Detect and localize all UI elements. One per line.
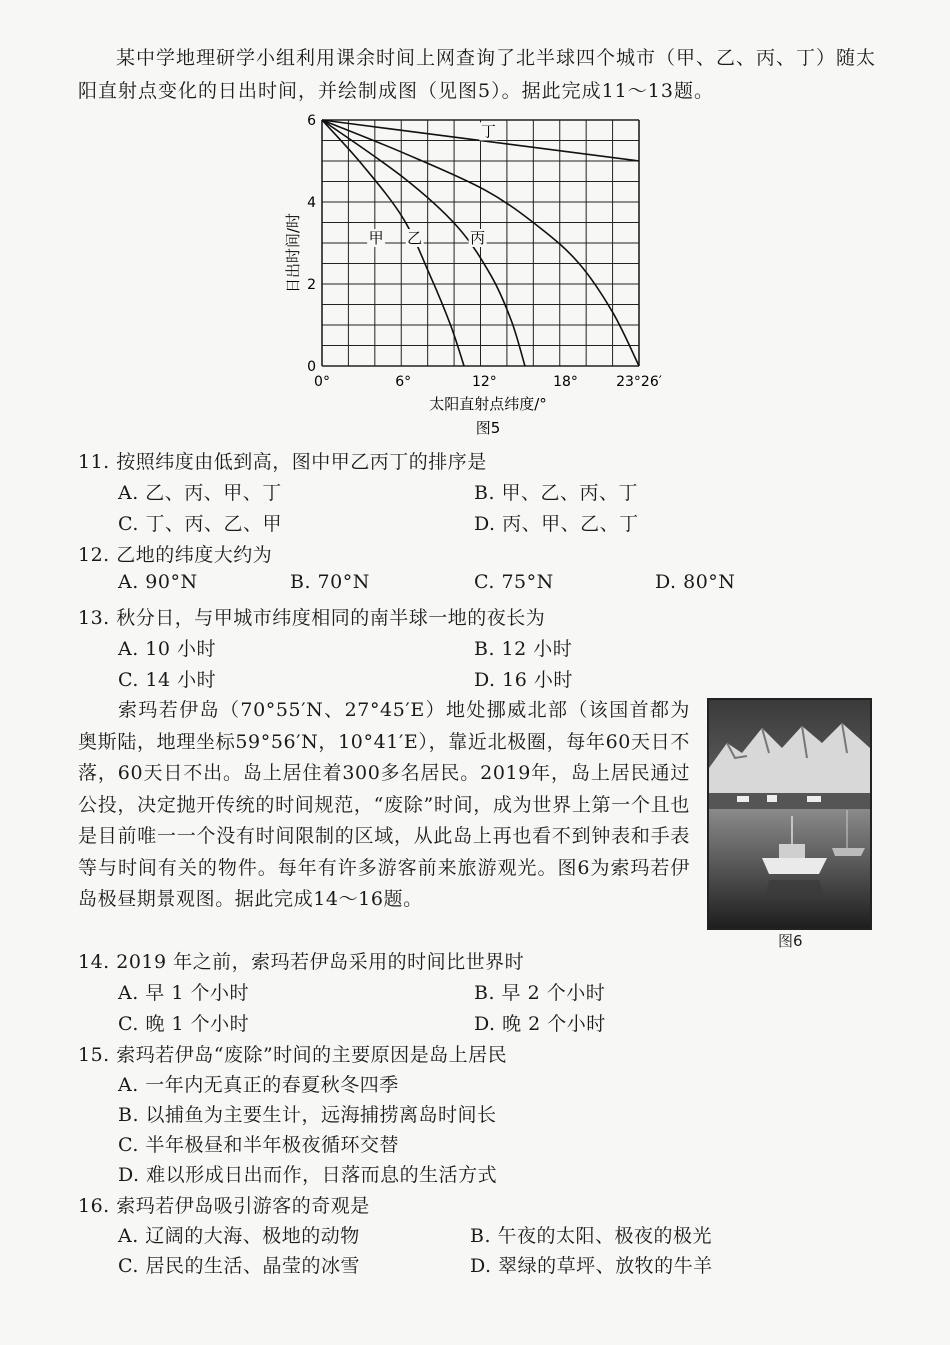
series-label-乙: 乙 [407, 229, 423, 247]
question-11-option-b[interactable]: B. 甲、乙、丙、丁 [474, 482, 639, 504]
y-tick-label: 4 [307, 195, 316, 211]
sunrise-chart-svg [270, 108, 690, 438]
question-13-stem: 13. 秋分日，与甲城市纬度相同的南半球一地的夜长为 [78, 607, 546, 629]
question-14-option-a[interactable]: A. 早 1 个小时 [118, 982, 249, 1004]
question-14-option-c[interactable]: C. 晚 1 个小时 [118, 1013, 250, 1035]
question-15-option-a[interactable]: A. 一年内无真正的春夏秋冬四季 [118, 1074, 399, 1096]
figure-5-chart [270, 108, 690, 443]
question-15-option-c[interactable]: C. 半年极昼和半年极夜循环交替 [118, 1134, 399, 1156]
harbor-landscape-image [707, 698, 872, 930]
figure-6-photo [707, 698, 872, 930]
question-11-option-d[interactable]: D. 丙、甲、乙、丁 [474, 513, 639, 535]
series-label-丁: 丁 [480, 122, 496, 141]
passage-somaroy: 索玛若伊岛（70°55′N、27°45′E）地处挪威北部（该国首都为奥斯陆，地理坐标59°56′N，10°41′E），靠近北极圈，每年60天日不落，60天日不出。岛上居住着300多名居民。2019年，岛上居民通过公投，决定抛开传统的时间规范，“废除”时间，成为世界上第一个且也是目前唯一一个没有时间限制的区域，从此岛上再也看不到钟表和手表等与时间有关的物件。每年有许多游客前来旅游观光。图6为索玛若伊岛极昼期景观图。据此完成14～16题。 [78, 699, 690, 910]
question-13-option-d[interactable]: D. 16 小时 [474, 669, 573, 691]
question-14-stem: 14. 2019 年之前，索玛若伊岛采用的时间比世界时 [78, 951, 525, 973]
x-tick-label: 12° [471, 374, 497, 390]
question-16-option-c[interactable]: C. 居民的生活、晶莹的冰雪 [118, 1255, 360, 1277]
y-tick-label: 2 [307, 277, 316, 293]
question-12-option-c[interactable]: C. 75°N [474, 571, 554, 593]
question-14-option-b[interactable]: B. 早 2 个小时 [474, 982, 606, 1004]
y-tick-label: 6 [307, 113, 316, 129]
question-12-option-d[interactable]: D. 80°N [655, 571, 736, 593]
question-11-option-c[interactable]: C. 丁、丙、乙、甲 [118, 513, 282, 535]
question-15-option-d[interactable]: D. 难以形成日出而作，日落而息的生活方式 [118, 1164, 498, 1186]
question-13-option-a[interactable]: A. 10 小时 [118, 638, 217, 660]
question-13-option-c[interactable]: C. 14 小时 [118, 669, 217, 691]
question-16-option-d[interactable]: D. 翠绿的草坪、放牧的牛羊 [470, 1255, 713, 1277]
question-12-stem: 12. 乙地的纬度大约为 [78, 544, 273, 566]
x-tick-label: 18° [553, 374, 578, 390]
question-15-option-b[interactable]: B. 以捕鱼为主要生计，远海捕捞离岛时间长 [118, 1104, 497, 1126]
question-11-stem: 11. 按照纬度由低到高，图中甲乙丙丁的排序是 [78, 451, 487, 473]
intro-paragraph: 某中学地理研学小组利用课余时间上网查询了北半球四个城市（甲、乙、丙、丁）随太阳直射点变化的日出时间，并绘制成图（见图5）。据此完成11～13题。 [78, 47, 877, 102]
figure-6-caption: 图6 [778, 932, 803, 950]
series-label-甲: 甲 [368, 229, 384, 247]
question-16-option-b[interactable]: B. 午夜的太阳、极夜的极光 [470, 1225, 713, 1247]
y-axis-label: 日出时间/时 [284, 212, 302, 294]
x-axis-label: 太阳直射点纬度/° [429, 395, 547, 413]
x-tick-label: 0° [314, 374, 330, 390]
series-label-丙: 丙 [470, 229, 486, 247]
question-12-option-a[interactable]: A. 90°N [118, 571, 198, 593]
y-tick-label: 0 [307, 359, 316, 375]
question-11-option-a[interactable]: A. 乙、丙、甲、丁 [118, 482, 282, 504]
question-16-stem: 16. 索玛若伊岛吸引游客的奇观是 [78, 1195, 370, 1217]
x-tick-label: 6° [395, 374, 412, 390]
figure-5-caption: 图5 [475, 419, 501, 437]
question-12-option-b[interactable]: B. 70°N [290, 571, 370, 593]
question-13-option-b[interactable]: B. 12 小时 [474, 638, 573, 660]
question-16-option-a[interactable]: A. 辽阔的大海、极地的动物 [118, 1225, 360, 1247]
question-14-option-d[interactable]: D. 晚 2 个小时 [474, 1013, 606, 1035]
x-tick-label: 23°26′ [616, 374, 662, 390]
question-15-stem: 15. 索玛若伊岛“废除”时间的主要原因是岛上居民 [78, 1044, 508, 1066]
